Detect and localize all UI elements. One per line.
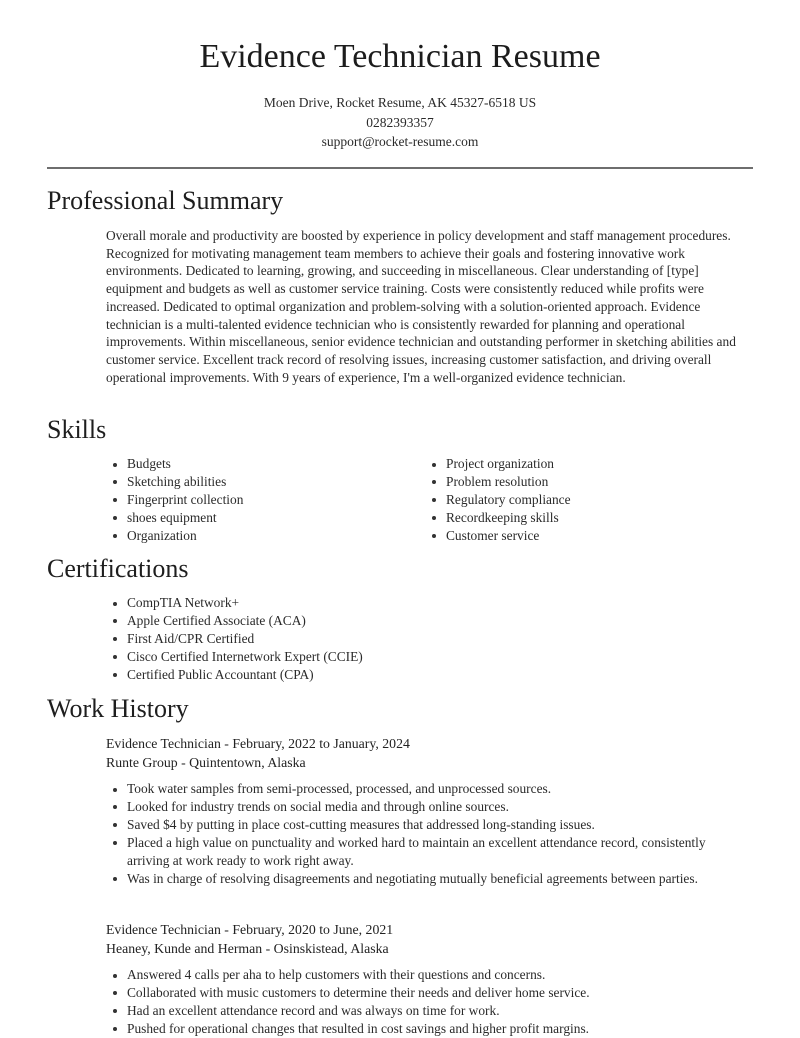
skill-item: Recordkeeping skills [425,509,745,527]
certifications-list [106,594,746,684]
job-bullet: Collaborated with music customers to determine their needs and deliver home service. [106,984,746,1002]
skills-list-right [425,455,745,545]
certification-item: First Aid/CPR Certified [106,630,746,648]
job-bullet: Was in charge of resolving disagreements and negotiating mutually beneficial agreements between parties. [106,870,726,888]
skill-item: Sketching abilities [106,473,406,491]
section-heading-skills: Skills [47,415,107,444]
skill-item: Budgets [106,455,406,473]
job-bullet: Pushed for operational changes that resulted in cost savings and higher profit margins. [106,1020,746,1038]
summary-text: Overall morale and productivity are boosted by experience in policy development and staff management procedures. Recognized for motivating management team members to achieve their goals and fostering innovative work environments. Dedicated to learning, growing, and succeeding in miscellaneous. Clear understanding of [type] equipment and budgets as well as customer service training. Costs were consistently reduced while profits were increased. Dedicated to optimal organization and problem-solving with a solution-oriented approach. Evidence technician is a multi-talented evidence technician who is consistently rewarded for planning and operational improvements. Within miscellaneous, senior evidence technician and outstanding performer in sketching abilities and customer service. Excellent track record of resolving issues, increasing customer satisfaction, and driving overall operational improvements. With 9 years of experience, I'm a well-organized evidence technician. [106,228,736,385]
skill-item: shoes equipment [106,509,406,527]
skill-item: Customer service [425,527,745,545]
job-title-line: Evidence Technician - February, 2020 to June, 2021 [106,922,394,937]
section-heading-summary: Professional Summary [47,186,284,215]
skill-item: Organization [106,527,406,545]
job-bullets [106,966,746,1038]
skill-item: Project organization [425,455,745,473]
job-company-line: Heaney, Kunde and Herman - Osinskistead, Alaska [106,941,389,956]
job-bullet: Took water samples from semi-processed, processed, and unprocessed sources. [106,780,726,798]
job-bullets [106,780,726,887]
skill-item: Problem resolution [425,473,745,491]
contact-phone: 0282393357 [366,114,434,130]
certification-item: CompTIA Network+ [106,594,746,612]
header-divider [47,167,753,169]
job-bullet: Placed a high value on punctuality and worked hard to maintain an excellent attendance record, consistently arriving at work ready to work right away. [106,834,726,870]
certification-item: Cisco Certified Internetwork Expert (CCIE) [106,648,746,666]
contact-address: Moen Drive, Rocket Resume, AK 45327-6518 US [263,95,537,110]
resume-title: Evidence Technician Resume [199,38,601,75]
section-heading-work-history: Work History [47,694,189,723]
job-bullet: Saved $4 by putting in place cost-cutting measures that addressed long-standing issues. [106,816,726,834]
job-bullet: Answered 4 calls per aha to help customers with their questions and concerns. [106,966,746,984]
section-heading-certifications: Certifications [47,554,189,583]
job-bullet: Looked for industry trends on social media and through online sources. [106,798,726,816]
job-title-line: Evidence Technician - February, 2022 to January, 2024 [106,736,410,751]
skill-item: Regulatory compliance [425,491,745,509]
certification-item: Certified Public Accountant (CPA) [106,666,746,684]
contact-email: support@rocket-resume.com [321,134,479,149]
skills-list-left [106,455,406,545]
skill-item: Fingerprint collection [106,491,406,509]
certification-item: Apple Certified Associate (ACA) [106,612,746,630]
job-company-line: Runte Group - Quintentown, Alaska [106,755,306,770]
contact-block [0,93,800,152]
job-bullet: Had an excellent attendance record and was always on time for work. [106,1002,746,1020]
